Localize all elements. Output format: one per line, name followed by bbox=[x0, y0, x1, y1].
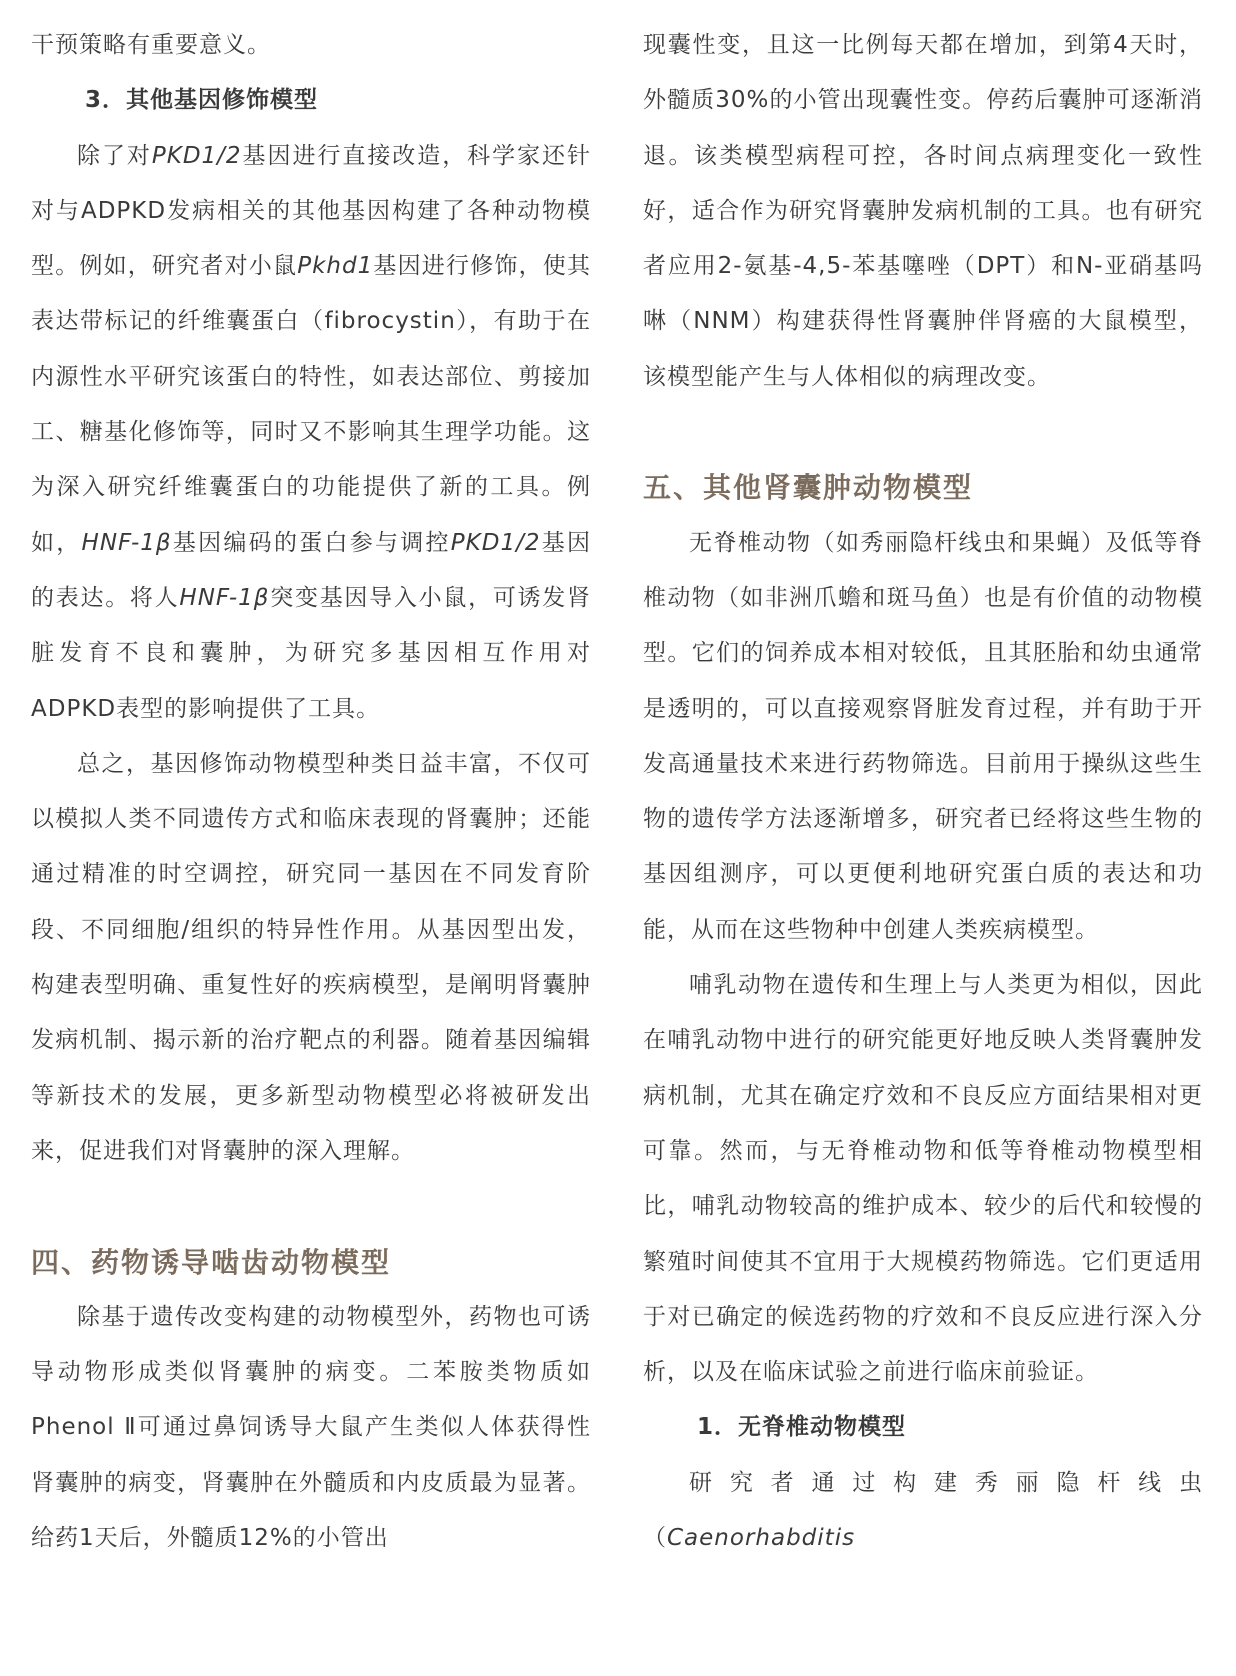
paragraph-continuation-right: 现囊性变，且这一比例每天都在增加，到第4天时，外髓质30%的小管出现囊性变。停药后囊肿可逐渐消退。该类模型病程可控，各时间点病理变化一致性好，适合作为研究肾囊肿发病机制的工具。也有研究者应用2-氨基-4,5-苯基噻唑（DPT）和N-亚硝基吗啉（NNM）构建获得性肾囊肿伴肾癌的大鼠模型，该模型能产生与人体相似的病理改变。 bbox=[643, 32, 1203, 390]
gene-name: PKD1/2 bbox=[151, 142, 242, 169]
text-run: 基因进行直接改造，科学家还针对与ADPKD发病相关的其他基因构建了各种动物模型。例如，研究者对小鼠 bbox=[31, 142, 592, 280]
subheading-other-gene-models: 3．其他基因修饰模型 bbox=[85, 87, 319, 114]
gene-name: PKD1/2 bbox=[450, 529, 541, 556]
paragraph-c-elegans bbox=[643, 1456, 1203, 1567]
paragraph-mammals: 哺乳动物在遗传和生理上与人类更为相似，因此在哺乳动物中进行的研究能更好地反映人类肾囊肿发病机制，尤其在确定疗效和不良反应方面结果相对更可靠。然而，与无脊椎动物和低等脊椎动物模型相比，哺乳动物较高的维护成本、较少的后代和较慢的繁殖时间使其不宜用于大规模药物筛选。它们更适用于对已确定的候选药物的疗效和不良反应进行深入分析，以及在临床试验之前进行临床前验证。 bbox=[643, 972, 1203, 1386]
text-run: 基因的表达。将人 bbox=[31, 529, 592, 611]
text-run: 研究者通过构建秀丽隐杆线虫（ bbox=[643, 1469, 1203, 1552]
paragraph-invertebrates: 无脊椎动物（如秀丽隐杆线虫和果蝇）及低等脊椎动物（如非洲爪蟾和斑马鱼）也是有价值的动物模型。它们的饲养成本相对较低，且其胚胎和幼虫通常是透明的，可以直接观察肾脏发育过程，并有助于开发高通量技术来进行药物筛选。目前用于操纵这些生物的遗传学方法逐渐增多，研究者已经将这些生物的基因组测序，可以更便利地研究蛋白质的表达和功能，从而在这些物种中创建人类疾病模型。 bbox=[643, 529, 1203, 943]
gene-name: HNF-1β bbox=[81, 529, 172, 556]
gene-name: Pkhd1 bbox=[297, 253, 374, 280]
text-run: 基因编码的蛋白参与调控 bbox=[171, 529, 451, 556]
spacer bbox=[643, 405, 1203, 460]
paragraph-continuation: 干预策略有重要意义。 bbox=[31, 32, 271, 58]
subheading-invertebrate-models: 1．无脊椎动物模型 bbox=[697, 1414, 907, 1441]
section-heading-other-models: 五、其他肾囊肿动物模型 bbox=[643, 471, 974, 505]
paragraph-drug-induced: 除基于遗传改变构建的动物模型外，药物也可诱导动物形成类似肾囊肿的病变。二苯胺类物质如Phenol Ⅱ可通过鼻饲诱导大鼠产生类似人体获得性肾囊肿的病变，肾囊肿在外髓质和内皮质最为显著。给药1天后，外髓质12%的小管出 bbox=[31, 1303, 591, 1552]
left-column bbox=[31, 18, 591, 1566]
text-run: 除了对 bbox=[77, 142, 152, 169]
text-run: 突变基因导入小鼠，可诱发肾脏发育不良和囊肿，为研究多基因相互作用对ADPKD表型的影响提供了工具。 bbox=[31, 584, 592, 722]
paragraph-other-gene-models bbox=[31, 129, 591, 737]
paragraph-summary: 总之，基因修饰动物模型种类日益丰富，不仅可以模拟人类不同遗传方式和临床表现的肾囊肿；还能通过精准的时空调控，研究同一基因在不同发育阶段、不同细胞/组织的特异性作用。从基因型出发，构建表型明确、重复性好的疾病模型，是阐明肾囊肿发病机制、揭示新的治疗靶点的利器。随着基因编辑等新技术的发展，更多新型动物模型必将被研发出来，促进我们对肾囊肿的深入理解。 bbox=[31, 750, 591, 1164]
spacer bbox=[31, 1179, 591, 1234]
section-heading-drug-induced: 四、药物诱导啮齿动物模型 bbox=[31, 1245, 392, 1279]
right-column bbox=[643, 18, 1203, 1566]
text-run: 基因进行修饰，使其表达带标记的纤维囊蛋白（fibrocystin），有助于在内源性水平研究该蛋白的特性，如表达部位、剪接加工、糖基化修饰等，同时又不影响其生理学功能。这为深入研究纤维囊蛋白的功能提供了新的工具。例如， bbox=[31, 253, 592, 556]
gene-name: HNF-1β bbox=[179, 584, 270, 611]
species-name: Caenorhabditis bbox=[667, 1525, 856, 1552]
